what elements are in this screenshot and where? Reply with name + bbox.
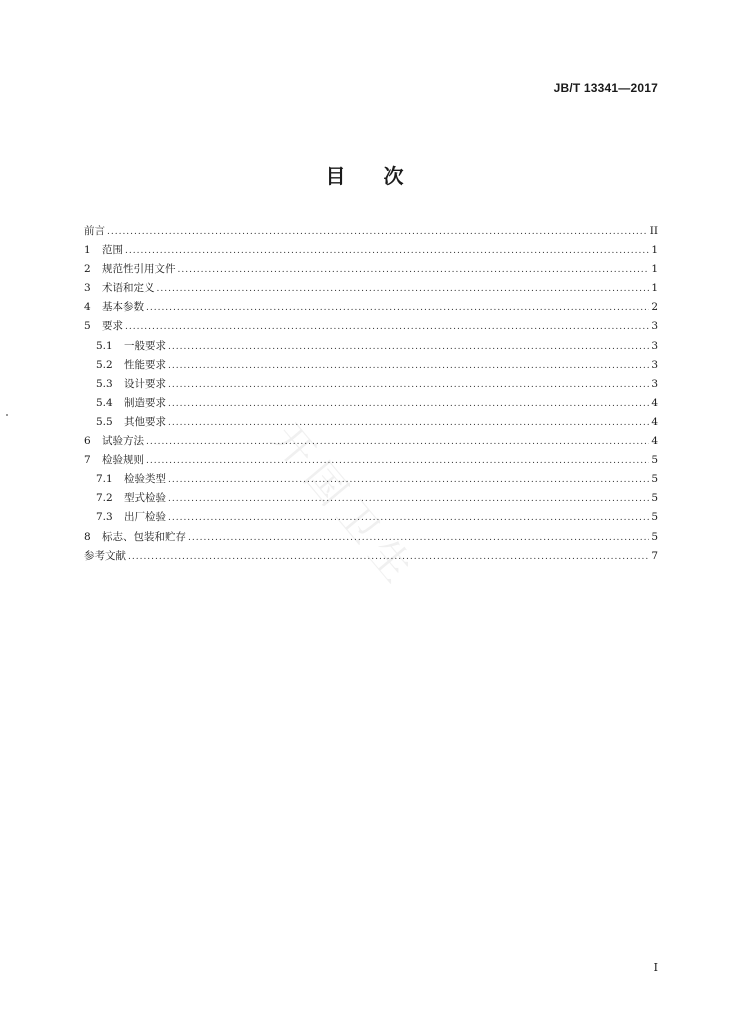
toc-entry-number: 7.2 <box>96 492 113 505</box>
toc-entry[interactable] <box>84 279 658 298</box>
toc-leader-dots <box>168 395 649 414</box>
toc-entry-label: 试验方法 <box>102 435 144 448</box>
toc-entry-page: 5 <box>651 473 658 486</box>
toc-entry-page: II <box>649 225 658 237</box>
toc-entry-label: 出厂检验 <box>124 511 166 524</box>
toc-entry[interactable] <box>84 528 658 547</box>
toc-leader-dots <box>168 490 649 509</box>
standard-number: JB/T 13341—2017 <box>553 81 658 95</box>
toc-entry-page: 5 <box>651 454 658 467</box>
toc-entry-page: 5 <box>651 492 658 505</box>
toc-entry-page: 4 <box>651 415 658 428</box>
toc-leader-dots <box>188 529 649 548</box>
toc-entry[interactable] <box>84 260 658 279</box>
toc-entry[interactable] <box>84 222 658 241</box>
toc-entry-label: 基本参数 <box>102 301 144 314</box>
toc-entry[interactable] <box>84 337 658 356</box>
toc-entry-label: 其他要求 <box>124 415 166 428</box>
toc-entry-number: 1 <box>84 244 91 257</box>
toc-leader-dots <box>178 261 650 280</box>
toc-entry-label: 型式检验 <box>124 492 166 505</box>
toc-entry-page: 7 <box>651 549 658 562</box>
toc-entry-page: 2 <box>651 301 658 314</box>
toc-leader-dots <box>168 357 649 376</box>
toc-leader-dots <box>168 509 649 528</box>
toc-entry[interactable] <box>84 375 658 394</box>
toc-entry-label: 规范性引用文件 <box>102 263 176 276</box>
toc-entry-label: 前言 <box>84 225 105 237</box>
toc-entry-label: 检验类型 <box>124 473 166 486</box>
toc-entry-number: 5.1 <box>96 339 113 352</box>
toc-leader-dots <box>168 338 649 357</box>
toc-leader-dots <box>128 548 649 567</box>
toc-entry[interactable] <box>84 317 658 336</box>
toc-entry[interactable] <box>84 394 658 413</box>
toc-entry[interactable] <box>84 489 658 508</box>
toc-entry-label: 参考文献 <box>84 549 126 562</box>
toc-leader-dots <box>168 471 649 490</box>
toc-entry-number: 5 <box>84 320 91 333</box>
toc-entry[interactable] <box>84 356 658 375</box>
toc-leader-dots <box>168 414 649 433</box>
title-char-1: 目 <box>325 164 346 188</box>
toc-entry-page: 3 <box>651 339 658 352</box>
toc-leader-dots <box>125 318 649 337</box>
toc-entry-label: 术语和定义 <box>102 282 155 295</box>
toc-leader-dots <box>157 280 650 299</box>
toc-entry-number: 7.3 <box>96 511 113 524</box>
toc-leader-dots <box>125 242 649 261</box>
toc-leader-dots <box>146 452 649 471</box>
toc-entry-label: 性能要求 <box>124 358 166 371</box>
toc-leader-dots <box>107 223 648 242</box>
toc-entry-page: 1 <box>651 282 658 295</box>
toc-entry-label: 要求 <box>102 320 123 333</box>
toc-entry-number: 2 <box>84 263 91 276</box>
table-of-contents <box>84 222 658 566</box>
toc-entry[interactable] <box>84 298 658 317</box>
toc-entry-number: 7 <box>84 454 91 467</box>
toc-entry-page: 1 <box>651 263 658 276</box>
toc-leader-dots <box>146 433 649 452</box>
toc-entry-label: 范围 <box>102 244 123 257</box>
toc-entry-page: 3 <box>651 358 658 371</box>
toc-entry-page: 1 <box>651 244 658 257</box>
toc-leader-dots <box>146 299 649 318</box>
toc-entry-label: 标志、包装和贮存 <box>102 530 186 543</box>
toc-entry-number: 6 <box>84 435 91 448</box>
toc-entry-label: 一般要求 <box>124 339 166 352</box>
toc-entry-number: 5.4 <box>96 396 113 409</box>
toc-entry-label: 检验规则 <box>102 454 144 467</box>
toc-entry[interactable] <box>84 547 658 566</box>
scan-mark <box>6 414 8 416</box>
toc-entry-number: 5.3 <box>96 377 113 390</box>
page-number: I <box>653 961 658 974</box>
toc-entry-label: 设计要求 <box>124 377 166 390</box>
toc-entry[interactable] <box>84 432 658 451</box>
toc-entry[interactable] <box>84 413 658 432</box>
watermark: 开国卫生 <box>262 415 427 599</box>
toc-entry-page: 3 <box>651 320 658 333</box>
toc-entry[interactable] <box>84 470 658 489</box>
toc-entry-number: 5.5 <box>96 415 113 428</box>
toc-entry-number: 4 <box>84 301 91 314</box>
toc-entry-number: 3 <box>84 282 91 295</box>
toc-entry-label: 制造要求 <box>124 396 166 409</box>
toc-entry-page: 3 <box>651 377 658 390</box>
toc-entry-number: 8 <box>84 530 91 543</box>
toc-entry-page: 5 <box>651 530 658 543</box>
toc-entry-number: 5.2 <box>96 358 113 371</box>
toc-entry-page: 5 <box>651 511 658 524</box>
toc-entry[interactable] <box>84 241 658 260</box>
toc-entry[interactable] <box>84 451 658 470</box>
toc-entry-page: 4 <box>651 435 658 448</box>
toc-entry-page: 4 <box>651 396 658 409</box>
title-char-2: 次 <box>383 164 404 188</box>
toc-entry-number: 7.1 <box>96 473 113 486</box>
toc-leader-dots <box>168 376 649 395</box>
page-title <box>0 160 729 189</box>
toc-entry[interactable] <box>84 508 658 527</box>
